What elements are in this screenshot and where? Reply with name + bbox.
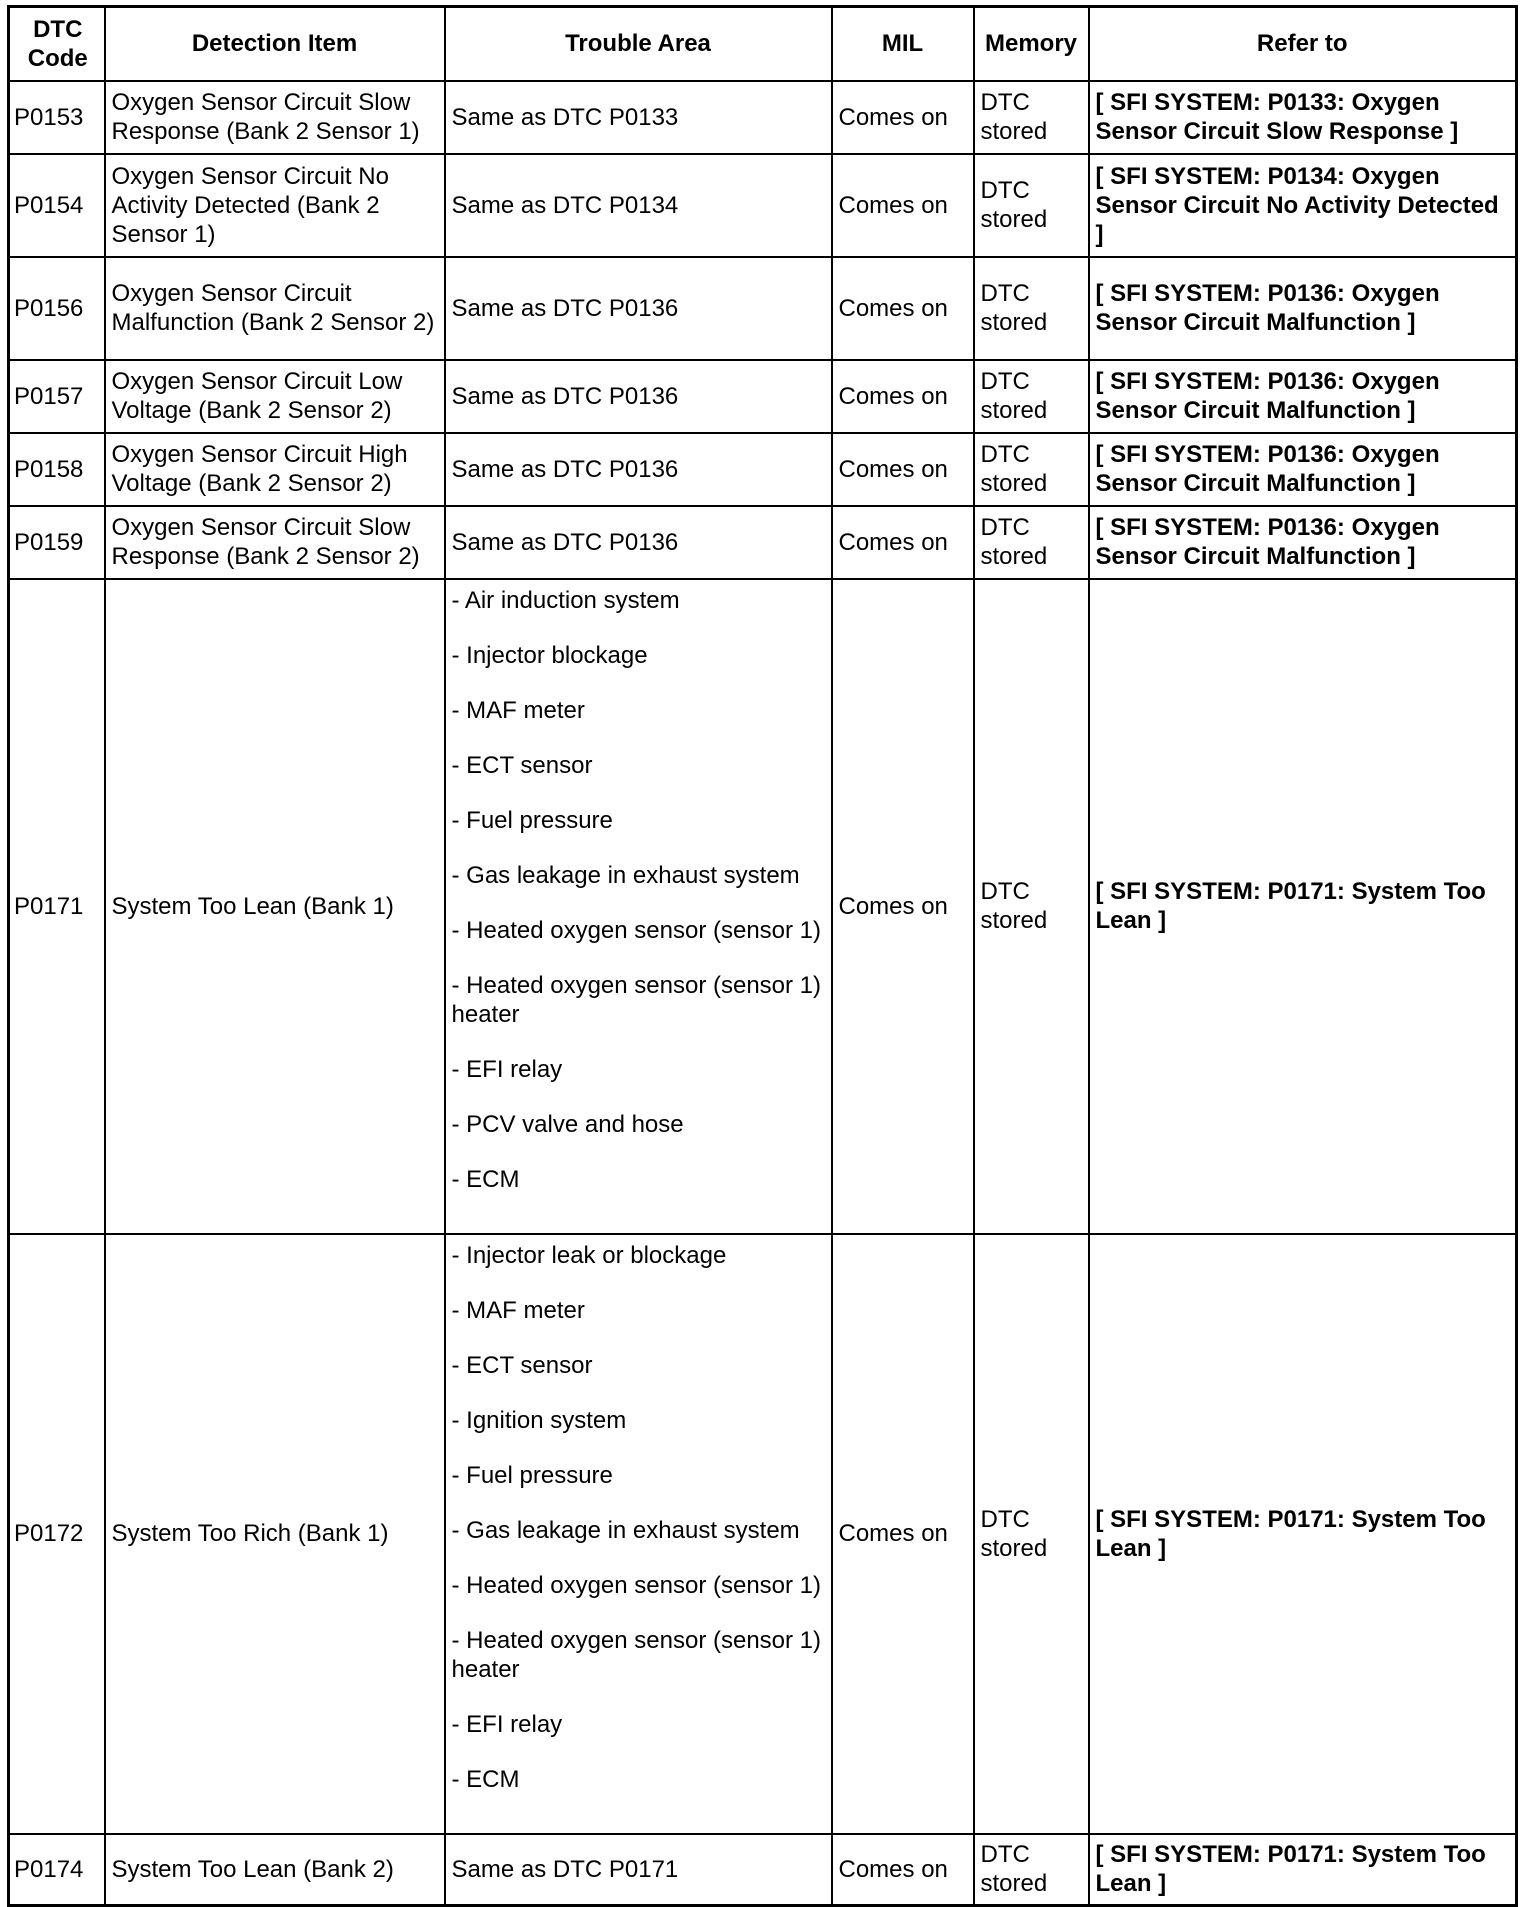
memory-cell: DTC stored: [974, 360, 1089, 433]
detection-item-cell: System Too Lean (Bank 2): [105, 1834, 445, 1906]
table-body: [9, 81, 1517, 1906]
dtc-code-cell: P0154: [9, 154, 105, 257]
memory-cell: DTC stored: [974, 1234, 1089, 1834]
detection-item-cell: Oxygen Sensor Circuit Malfunction (Bank 2 Sensor 2): [105, 257, 445, 360]
trouble-area-cell: [445, 1234, 832, 1834]
detection-item-cell: Oxygen Sensor Circuit Slow Response (Bank 2 Sensor 2): [105, 506, 445, 579]
list-item: - Injector leak or blockage: [451, 1241, 727, 1269]
list-item: - Heated oxygen sensor (sensor 1) heater: [451, 1626, 822, 1683]
header-trouble-area: Trouble Area: [445, 7, 832, 81]
list-item: - Ignition system: [451, 1406, 627, 1434]
list-item: - ECM: [451, 1765, 520, 1793]
table-row: [9, 81, 1517, 154]
memory-cell: DTC stored: [974, 579, 1089, 1234]
trouble-area-cell: Same as DTC P0136: [445, 257, 832, 360]
trouble-area-cell: Same as DTC P0134: [445, 154, 832, 257]
table-row: [9, 433, 1517, 506]
list-item: - Heated oxygen sensor (sensor 1) heater: [451, 971, 822, 1028]
list-item: - ECT sensor: [451, 751, 593, 779]
memory-cell: DTC stored: [974, 433, 1089, 506]
trouble-area-cell: Same as DTC P0136: [445, 506, 832, 579]
trouble-area-cell: Same as DTC P0171: [445, 1834, 832, 1906]
dtc-code-cell: P0159: [9, 506, 105, 579]
trouble-area-cell: [445, 579, 832, 1234]
list-item: - Fuel pressure: [451, 806, 613, 834]
list-item: - Air induction system: [451, 586, 680, 614]
header-detection-item: Detection Item: [105, 7, 445, 81]
trouble-area-list: [452, 586, 825, 1194]
dtc-code-cell: P0172: [9, 1234, 105, 1834]
refer-to-cell: [ SFI SYSTEM: P0171: System Too Lean ]: [1089, 1834, 1517, 1906]
dtc-code-cell: P0156: [9, 257, 105, 360]
detection-item-cell: Oxygen Sensor Circuit Slow Response (Bank 2 Sensor 1): [105, 81, 445, 154]
table-row: [9, 1234, 1517, 1834]
list-item: - ECT sensor: [451, 1351, 593, 1379]
table-row: [9, 154, 1517, 257]
trouble-area-list: [452, 1241, 825, 1794]
mil-cell: Comes on: [832, 360, 974, 433]
table-row: [9, 257, 1517, 360]
refer-to-cell: [ SFI SYSTEM: P0133: Oxygen Sensor Circuit Slow Response ]: [1089, 81, 1517, 154]
list-item: - Injector blockage: [451, 641, 648, 669]
list-item: - Fuel pressure: [451, 1461, 613, 1489]
list-item: - Heated oxygen sensor (sensor 1): [451, 916, 822, 944]
list-item: - Heated oxygen sensor (sensor 1): [451, 1571, 822, 1599]
header-mil: MIL: [832, 7, 974, 81]
detection-item-cell: System Too Rich (Bank 1): [105, 1234, 445, 1834]
memory-cell: DTC stored: [974, 154, 1089, 257]
table-row: [9, 360, 1517, 433]
refer-to-cell: [ SFI SYSTEM: P0136: Oxygen Sensor Circuit Malfunction ]: [1089, 433, 1517, 506]
refer-to-cell: [ SFI SYSTEM: P0171: System Too Lean ]: [1089, 1234, 1517, 1834]
dtc-code-cell: P0153: [9, 81, 105, 154]
mil-cell: Comes on: [832, 1234, 974, 1834]
mil-cell: Comes on: [832, 154, 974, 257]
header-memory: Memory: [974, 7, 1089, 81]
dtc-code-cell: P0171: [9, 579, 105, 1234]
list-item: - ECM: [451, 1165, 520, 1193]
detection-item-cell: Oxygen Sensor Circuit Low Voltage (Bank 2 Sensor 2): [105, 360, 445, 433]
table-row: [9, 1834, 1517, 1906]
header-row: [9, 7, 1517, 81]
detection-item-cell: Oxygen Sensor Circuit High Voltage (Bank 2 Sensor 2): [105, 433, 445, 506]
trouble-area-cell: Same as DTC P0133: [445, 81, 832, 154]
refer-to-cell: [ SFI SYSTEM: P0134: Oxygen Sensor Circuit No Activity Detected ]: [1089, 154, 1517, 257]
mil-cell: Comes on: [832, 257, 974, 360]
trouble-area-cell: Same as DTC P0136: [445, 433, 832, 506]
dtc-code-cell: P0158: [9, 433, 105, 506]
dtc-code-cell: P0157: [9, 360, 105, 433]
mil-cell: Comes on: [832, 579, 974, 1234]
memory-cell: DTC stored: [974, 257, 1089, 360]
detection-item-cell: System Too Lean (Bank 1): [105, 579, 445, 1234]
memory-cell: DTC stored: [974, 506, 1089, 579]
header-refer-to: Refer to: [1089, 7, 1517, 81]
header-dtc-code: DTC Code: [9, 7, 105, 81]
refer-to-cell: [ SFI SYSTEM: P0136: Oxygen Sensor Circuit Malfunction ]: [1089, 360, 1517, 433]
trouble-area-cell: Same as DTC P0136: [445, 360, 832, 433]
refer-to-cell: [ SFI SYSTEM: P0171: System Too Lean ]: [1089, 579, 1517, 1234]
list-item: - EFI relay: [451, 1710, 563, 1738]
list-item: - EFI relay: [451, 1055, 563, 1083]
table-row: [9, 506, 1517, 579]
memory-cell: DTC stored: [974, 81, 1089, 154]
dtc-code-cell: P0174: [9, 1834, 105, 1906]
mil-cell: Comes on: [832, 1834, 974, 1906]
mil-cell: Comes on: [832, 433, 974, 506]
refer-to-cell: [ SFI SYSTEM: P0136: Oxygen Sensor Circuit Malfunction ]: [1089, 257, 1517, 360]
list-item: - MAF meter: [451, 696, 585, 724]
refer-to-cell: [ SFI SYSTEM: P0136: Oxygen Sensor Circuit Malfunction ]: [1089, 506, 1517, 579]
detection-item-cell: Oxygen Sensor Circuit No Activity Detected (Bank 2 Sensor 1): [105, 154, 445, 257]
mil-cell: Comes on: [832, 81, 974, 154]
table-header: [9, 7, 1517, 81]
mil-cell: Comes on: [832, 506, 974, 579]
list-item: - MAF meter: [451, 1296, 585, 1324]
dtc-table: [7, 5, 1518, 1907]
memory-cell: DTC stored: [974, 1834, 1089, 1906]
list-item: - PCV valve and hose: [451, 1110, 684, 1138]
list-item: - Gas leakage in exhaust system: [451, 1516, 800, 1544]
table-row: [9, 579, 1517, 1234]
list-item: - Gas leakage in exhaust system: [451, 861, 800, 889]
